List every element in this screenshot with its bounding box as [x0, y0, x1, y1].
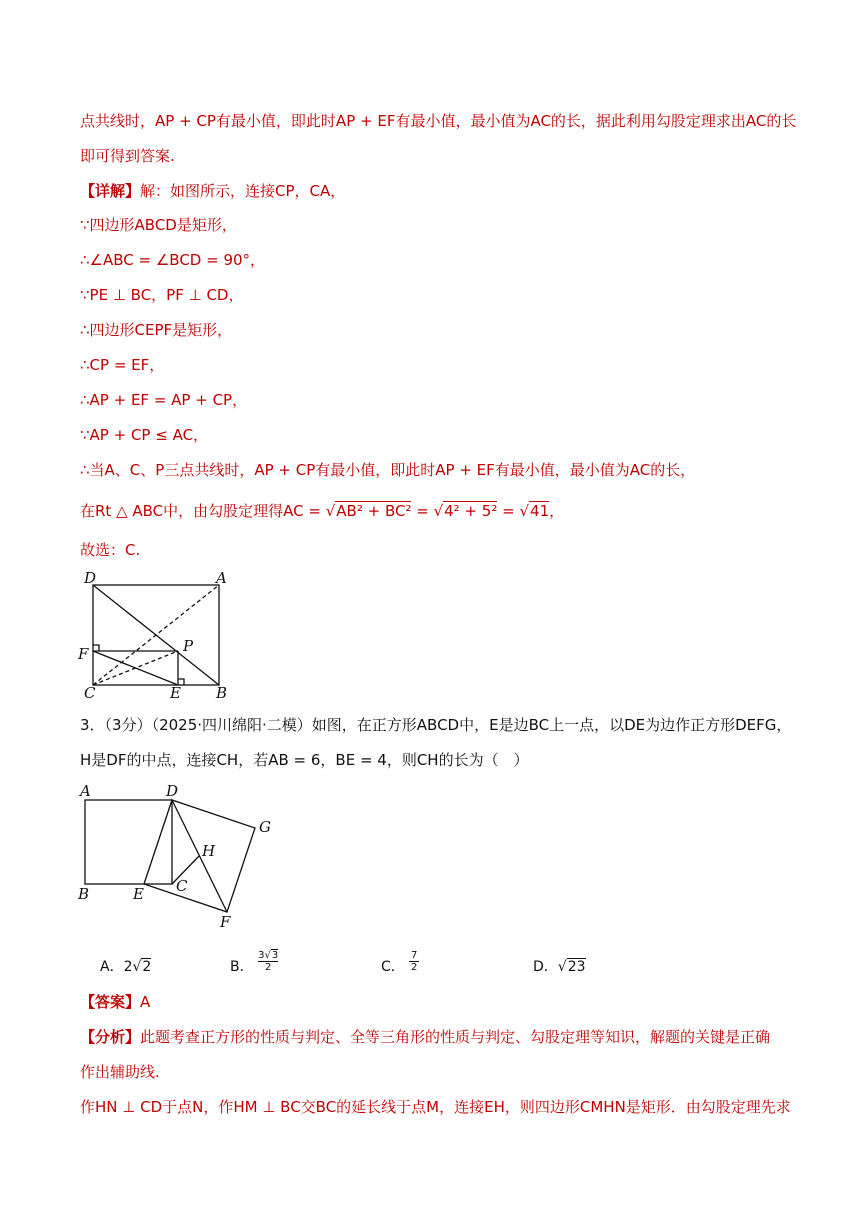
label-e: E — [133, 885, 144, 903]
label-a: A — [216, 569, 227, 587]
question-3-stem-1: 3．（3分）（2025·四川绵阳·二模）如图，在正方形ABCD中，E是边BC上一点，以DE为边作正方形DEFG， — [80, 716, 792, 734]
question-3-stem-2: H是DF的中点，连接CH，若AB = 6，BE = 4，则CH的长为（ ） — [80, 751, 529, 769]
diagonal-db — [93, 585, 219, 685]
radicand-3: 41 — [530, 502, 550, 520]
step-line: ∴当A、C、P三点共线时，AP + CP有最小值，即此时AP + EF有最小值，最小值为AC的长， — [80, 461, 696, 479]
option-c-fraction — [409, 950, 419, 973]
label-d: D — [166, 782, 179, 800]
analysis-tail-line-1: 点共线时，AP + CP有最小值，即此时AP + EF有最小值，最小值为AC的长，据此利用勾股定理求出AC的长 — [80, 112, 797, 130]
analysis-line-1 — [80, 1026, 770, 1048]
option-b-denominator: 2 — [264, 962, 272, 973]
step-line: ∵AP + CP ≤ AC， — [80, 426, 209, 444]
analysis-line-2: 作出辅助线. — [80, 1063, 160, 1081]
option-a[interactable]: A．2√2 — [100, 959, 152, 975]
option-c-numerator: 7 — [411, 950, 418, 961]
analysis-text-1: 此题考查正方形的性质与判定、全等三角形的性质与判定、勾股定理等知识，解题的关键是正确 — [140, 1028, 771, 1046]
step-line: ∵四边形ABCD是矩形， — [80, 216, 237, 234]
option-c[interactable] — [381, 950, 419, 973]
analysis-line-3: 作HN ⊥ CD于点N，作HM ⊥ BC交BC的延长线于点M，连接EH，则四边形CMHN是矩形．由勾股定理先求 — [80, 1098, 791, 1116]
label-b: B — [216, 684, 228, 702]
answer-line — [80, 991, 150, 1013]
option-b-fraction: $\frac{3√3}{2}$ — [258, 950, 279, 973]
step-line: ∴∠ABC = ∠BCD = 90°， — [80, 251, 266, 269]
option-b-num-radicand: 3 — [271, 950, 279, 961]
label-f: F — [220, 913, 231, 931]
label-e: E — [170, 684, 181, 702]
answer-tag: 【答案】 — [80, 993, 141, 1011]
option-d[interactable]: D．√23 — [533, 959, 586, 975]
label-d: D — [84, 569, 97, 587]
option-c-denominator: 2 — [411, 962, 418, 973]
option-c-label: C． — [381, 959, 405, 975]
step-line: ∴AP + EF = AP + CP， — [80, 391, 248, 409]
pythagoras-line: 在Rt △ ABC中，由勾股定理得AC = √AB² + BC² = √4² + 5² = √41， — [80, 502, 565, 520]
square-abcd — [85, 800, 172, 884]
step-line: ∵PE ⊥ BC，PF ⊥ CD， — [80, 286, 244, 304]
label-c: C — [176, 877, 188, 895]
analysis-tail-line-2: 即可得到答案. — [80, 147, 175, 165]
option-a-label: A． — [100, 959, 124, 975]
option-a-coef: 2 — [123, 959, 133, 975]
detail-tag: 【详解】 — [80, 182, 141, 200]
pythagoras-prefix: 在Rt △ ABC中，由勾股定理得AC = — [80, 502, 321, 520]
label-g: G — [259, 818, 271, 836]
option-a-radicand: 2 — [142, 959, 152, 975]
right-angle-e — [178, 679, 184, 685]
answer-value: A — [140, 993, 151, 1011]
answer-choice-line: 故选：C. — [80, 541, 141, 559]
label-b: B — [78, 885, 90, 903]
label-p: P — [183, 637, 194, 655]
segment-fe — [93, 651, 178, 685]
detail-line — [80, 180, 345, 202]
radicand-2: 4² + 5² — [444, 502, 498, 520]
label-f: F — [78, 645, 89, 663]
detail-intro: 解：如图所示，连接CP，CA， — [140, 182, 346, 200]
dashed-ca — [93, 585, 219, 685]
rectangle-abcd — [93, 585, 219, 685]
right-angle-f — [93, 645, 99, 651]
option-b-num-coef: 3 — [258, 950, 265, 961]
diagonal-df — [172, 800, 227, 912]
option-d-label: D． — [533, 959, 558, 975]
analysis-tag: 【分析】 — [80, 1028, 141, 1046]
label-c: C — [84, 684, 96, 702]
step-line: ∴四边形CEPF是矩形， — [80, 321, 233, 339]
radicand-1: AB² + BC² — [336, 502, 412, 520]
segment-ch — [172, 856, 199, 884]
option-b[interactable] — [230, 950, 278, 973]
square-defg — [144, 800, 255, 912]
label-a: A — [80, 782, 91, 800]
dashed-cp — [93, 651, 178, 685]
option-b-label: B． — [230, 959, 254, 975]
label-h: H — [202, 842, 216, 860]
step-line: ∴CP = EF， — [80, 356, 165, 374]
option-d-radicand: 23 — [567, 959, 586, 975]
